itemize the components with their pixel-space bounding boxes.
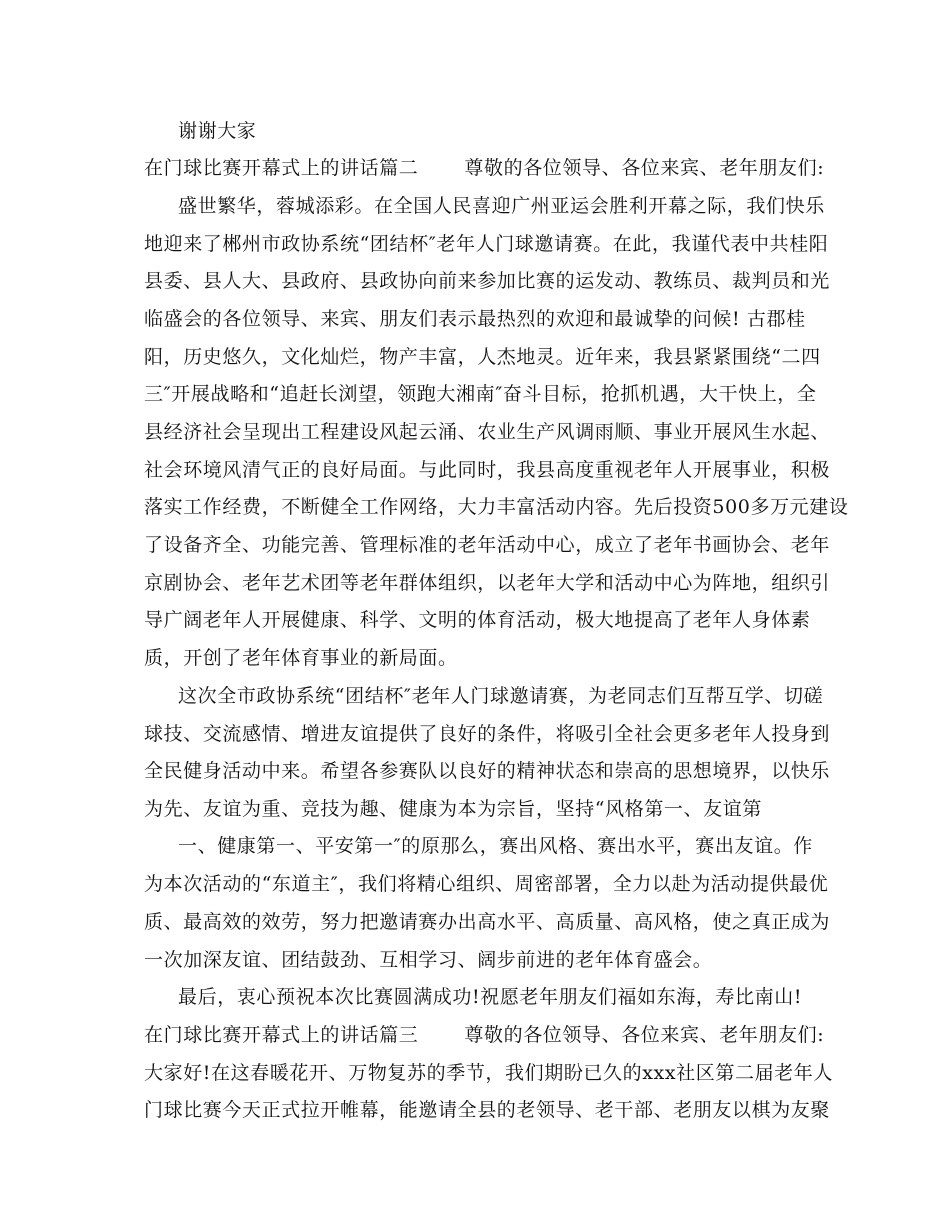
- paragraph-line: 一、健康第一、平安第一″的原那么，赛出风格、赛出水平，赛出友谊。作: [178, 835, 813, 857]
- paragraph-line: 临盛会的各位领导、来宾、朋友们表示最热烈的欢迎和最诚挚的问候! 古郡桂: [144, 308, 806, 330]
- paragraph-line: 一次加深友谊、团结鼓劲、互相学习、阔步前进的老年体育盛会。: [144, 949, 713, 971]
- paragraph-line: 全民健身活动中来。希望各参赛队以良好的精神状态和崇高的思想境界，以快乐: [144, 760, 831, 782]
- speech-heading-three: [144, 1023, 824, 1047]
- paragraph-line: 为本次活动的“东道主″，我们将精心组织、周密部署，全力以赴为活动提供最优: [144, 873, 829, 895]
- paragraph-line: 落实工作经费，不断健全工作网络，大力丰富活动内容。先后投资500多万元建设: [144, 496, 849, 518]
- paragraph-line: 社会环境风清气正的良好局面。与此同时，我县高度重视老年人开展事业，积极: [144, 459, 831, 481]
- paragraph-line: 质，开创了老年体育事业的新局面。: [144, 647, 458, 669]
- paragraph-line: 阳，历史悠久，文化灿烂，物产丰富，人杰地灵。近年来，我县紧紧围绕“二四: [144, 346, 821, 368]
- paragraph-line: 球技、交流感情、增进友谊提供了良好的条件，将吸引全社会更多老年人投身到: [144, 723, 831, 745]
- paragraph-line: 地迎来了郴州市政协系统“团结杯″老年人门球邀请赛。在此，我谨代表中共桂阳: [144, 233, 829, 255]
- paragraph-line: 质、最高效的效劳，努力把邀请赛办出高水平、高质量、高风格，使之真正成为: [144, 911, 831, 933]
- paragraph-line: 京剧协会、老年艺术团等老年群体组织，以老年大学和活动中心为阵地，组织引: [144, 572, 831, 594]
- paragraph-line: 这次全市政协系统“团结杯″老年人门球邀请赛，为老同志们互帮互学、切磋: [178, 685, 824, 707]
- speech-heading-two: [144, 156, 824, 180]
- paragraph-line: 门球比赛今天正式拉开帷幕，能邀请全县的老领导、老干部、老朋友以棋为友聚: [144, 1099, 831, 1121]
- paragraph-line: 大家好!在这春暖花开、万物复苏的季节，我们期盼已久的xxx社区第二届老年人: [144, 1062, 833, 1084]
- paragraph-line: 盛世繁华，蓉城添彩。在全国人民喜迎广州亚运会胜利开幕之际，我们快乐: [178, 195, 825, 217]
- closing-line: 谢谢大家: [178, 120, 257, 142]
- speech-title-two: 在门球比赛开幕式上的讲话篇二: [144, 157, 419, 179]
- paragraph-line: 导广阔老年人开展健康、科学、文明的体育活动，极大地提高了老年人身体素: [144, 609, 811, 631]
- paragraph-line: 三″开展战略和“追赶长浏望，领跑大湘南″奋斗目标，抢抓机遇，大干快上，全: [144, 383, 817, 405]
- salutation-three: 尊敬的各位领导、各位来宾、老年朋友们:: [464, 1024, 825, 1046]
- salutation-two: 尊敬的各位领导、各位来宾、老年朋友们:: [464, 157, 825, 179]
- speech-title-three: 在门球比赛开幕式上的讲话篇三: [144, 1024, 419, 1046]
- paragraph-line: 县经济社会呈现出工程建设风起云涌、农业生产风调雨顺、事业开展风生水起、: [144, 421, 831, 443]
- paragraph-line: 为先、友谊为重、竞技为趣、健康为本为宗旨，坚持“风格第一、友谊第: [144, 798, 762, 820]
- paragraph-line: 县委、县人大、县政府、县政协向前来参加比赛的运发动、教练员、裁判员和光: [144, 270, 831, 292]
- paragraph-line: 最后，衷心预祝本次比赛圆满成功!祝愿老年朋友们福如东海，寿比南山!: [178, 986, 803, 1008]
- paragraph-line: 了设备齐全、功能完善、管理标准的老年活动中心，成立了老年书画协会、老年: [144, 534, 831, 556]
